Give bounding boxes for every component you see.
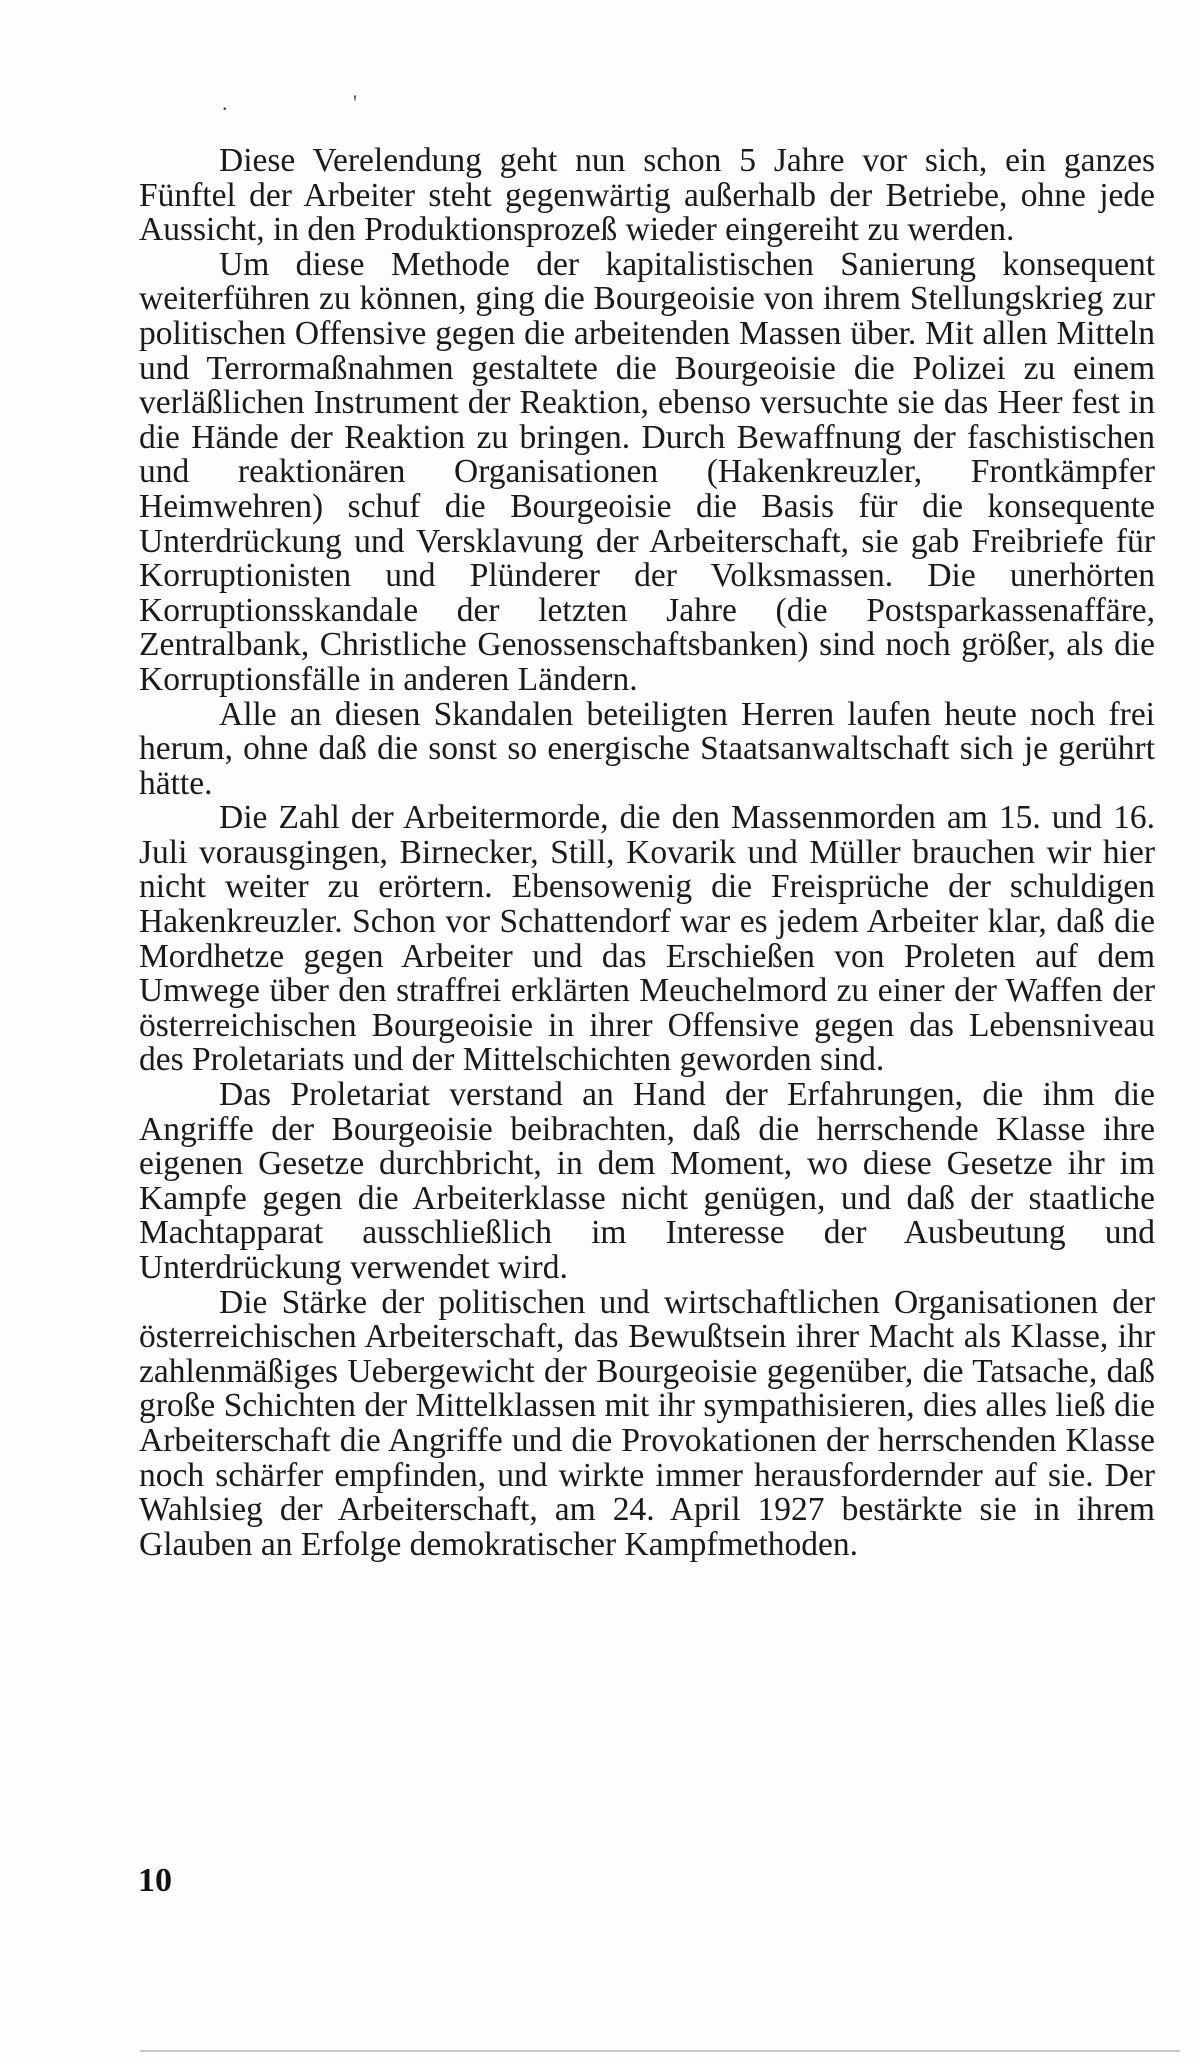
paragraph-6: Die Stärke der politischen und wirtschaftlichen Organisationen der österreichischen Arbeiterschaft, das Bewußtsein ihrer Macht als Klasse, ihr zahlenmäßiges Uebergewicht der Bourgeoisie gegenüber, die Tatsache, daß große Schichten der Mittelklassen mit ihr sympathisieren, dies alles ließ die Arbeiterschaft die Angriffe und die Provokationen der herrschenden Klasse noch schärfer empfinden, und wirkte immer herausfordernder auf sie. Der Wahlsieg der Arbeiterschaft, am 24. April 1927 bestärkte sie in ihrem Glauben an Erfolge demokratischer Kampfmethoden. — [139, 1283, 1155, 1563]
body-text — [139, 144, 1155, 1562]
page-number: 10 — [138, 1862, 172, 1899]
paragraph-1: Diese Verelendung geht nun schon 5 Jahre vor sich, ein ganzes Fünftel der Arbeiter steht gegenwärtig außerhalb der Betriebe, ohne jede Aussicht, in den Produktionsprozeß wieder eingereiht zu werden. — [139, 142, 1155, 249]
paragraph-5: Das Proletariat verstand an Hand der Erfahrungen, die ihm die Angriffe der Bourgeoisie beibrachten, daß die herrschende Klasse ihre eigenen Gesetze durchbricht, in dem Moment, wo diese Gesetze ihr im Kampfe gegen die Arbeiterklasse nicht genügen, und daß der staatliche Machtapparat ausschließlich im Interesse der Ausbeutung und Unterdrückung verwendet wird. — [139, 1076, 1155, 1286]
paragraph-2: Um diese Methode der kapitalistischen Sanierung konsequent weiterführen zu können, ging die Bourgeoisie von ihrem Stellungskrieg zur politischen Offensive gegen die arbeitenden Massen über. Mit allen Mitteln und Terrormaßnahmen gestaltete die Bourgeoisie die Polizei zu einem verläßlichen Instrument der Reaktion, ebenso versuchte sie das Heer fest in die Hände der Reaktion zu bringen. Durch Bewaffnung der faschistischen und reaktionären Organisationen (Hakenkreuzler, Frontkämpfer Heimwehren) schuf die Bourgeoisie die Basis für die konsequente Unterdrückung und Versklavung der Arbeiterschaft, sie gab Freibriefe für Korruptionisten und Plünderer der Volksmassen. Die unerhörten Korruptionsskandale der letzten Jahre (die Postsparkassenaffäre, Zentralbank, Christliche Genossenschaftsbanken) sind noch größer, als die Korruptionsfälle in anderen Ländern. — [139, 245, 1155, 698]
page-edge-divider — [140, 2050, 1180, 2052]
page-marks: . ' — [222, 90, 417, 115]
paragraph-4: Die Zahl der Arbeitermorde, die den Massenmorden am 15. und 16. Juli vorausgingen, Birnecker, Still, Kovarik und Müller brauchen wir hier nicht weiter zu erörtern. Ebensowenig die Freisprüche der schuldigen Hakenkreuzler. Schon vor Schattendorf war es jedem Arbeiter klar, daß die Mordhetze gegen Arbeiter und das Erschießen von Proleten auf dem Umwege über den straffrei erklärten Meuchelmord zu einer der Waffen der österreichischen Bourgeoisie in ihrer Offensive gegen das Lebensniveau des Proletariats und der Mittelschichten geworden sind. — [139, 799, 1155, 1079]
paragraph-3: Alle an diesen Skandalen beteiligten Herren laufen heute noch frei herum, ohne daß die sonst so energische Staatsanwaltschaft sich je gerührt hätte. — [139, 695, 1155, 802]
